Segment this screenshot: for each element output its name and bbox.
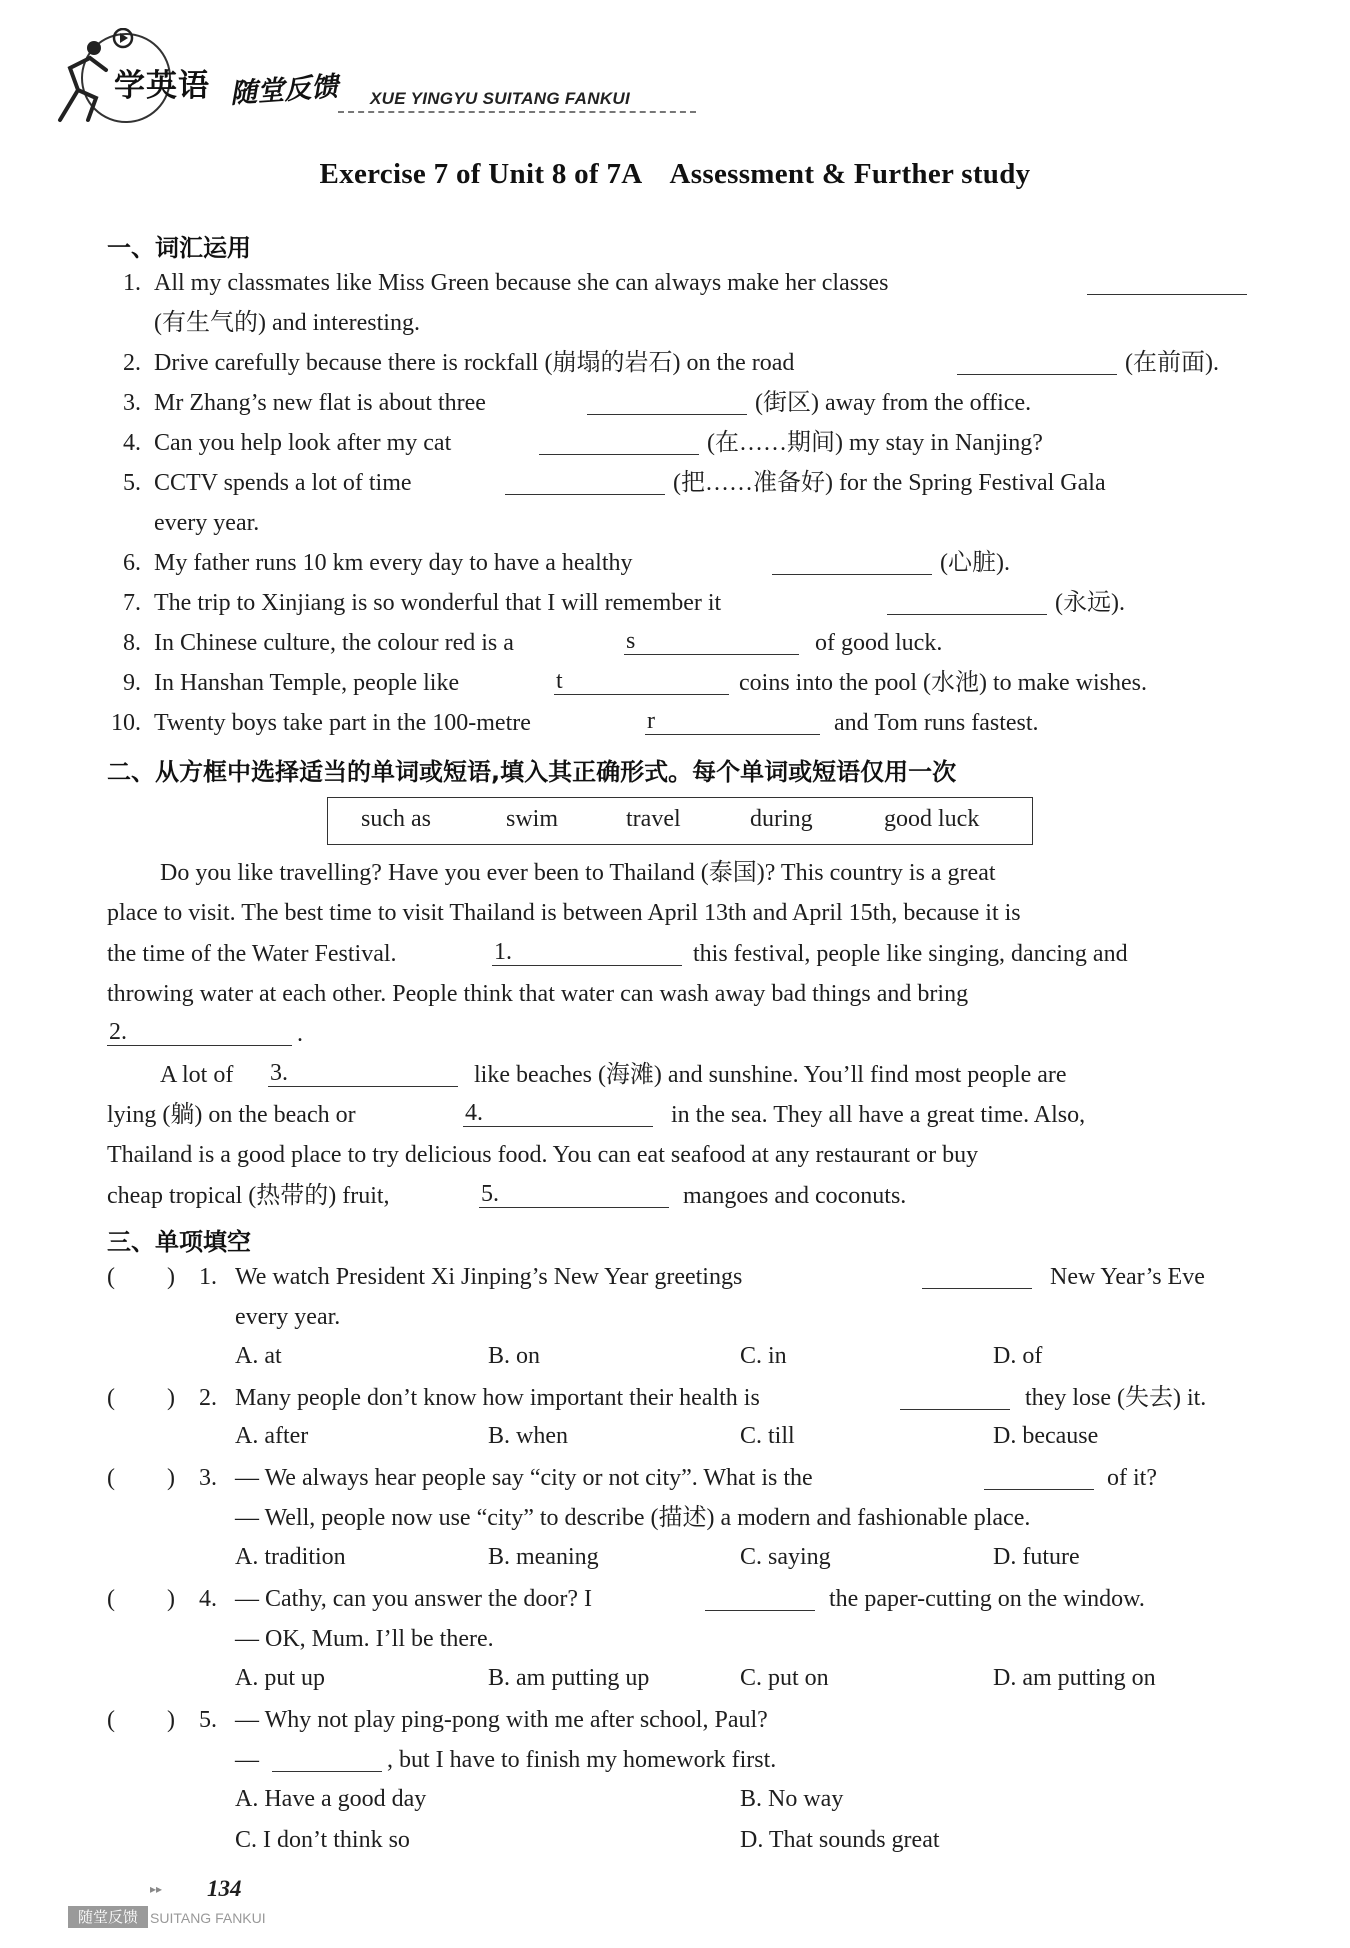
option[interactable]: C. till <box>740 1423 795 1449</box>
passage-line: place to visit. The best time to visit Thailand is between April 13th and April 15th, because it is <box>107 900 1021 926</box>
brand-chinese: 学英语 <box>114 68 210 104</box>
option[interactable]: D. future <box>993 1544 1080 1570</box>
section-3-heading: 三、单项填空 <box>107 1228 251 1256</box>
option[interactable]: C. saying <box>740 1544 831 1570</box>
page-number: 134 <box>207 1876 242 1901</box>
option[interactable]: C. I don’t think so <box>235 1827 410 1853</box>
option[interactable]: A. tradition <box>235 1544 346 1570</box>
option[interactable]: D. of <box>993 1343 1043 1369</box>
passage-line: A lot of 3. like beaches (海滩) and sunshine. You’ll find most people are <box>160 1060 1067 1088</box>
footer-arrows-icon: ▸▸ <box>150 1882 163 1896</box>
answer-blank[interactable] <box>587 390 747 415</box>
answer-blank[interactable]: r <box>645 710 820 735</box>
option[interactable]: B. on <box>488 1343 541 1369</box>
passage-line: throwing water at each other. People think that water can wash away bad things and bring <box>107 981 969 1007</box>
option[interactable]: B. am putting up <box>488 1665 650 1691</box>
answer-blank[interactable] <box>705 1586 815 1611</box>
mc-question-5-cont: — , but I have to finish my homework first. <box>235 1747 777 1773</box>
mc-question-1-cont: every year. <box>235 1304 341 1330</box>
answer-blank[interactable] <box>984 1465 1094 1490</box>
option[interactable]: A. Have a good day <box>235 1786 427 1812</box>
option[interactable]: D. That sounds great <box>740 1827 940 1853</box>
option[interactable]: D. because <box>993 1423 1099 1449</box>
section-1-heading: 一、词汇运用 <box>107 234 251 262</box>
answer-blank[interactable]: s <box>624 630 799 655</box>
passage-line: Thailand is a good place to try delicious food. You can eat seafood at any restaurant or buy <box>107 1142 979 1168</box>
answer-blank[interactable] <box>887 590 1047 615</box>
option[interactable]: D. am putting on <box>993 1665 1156 1691</box>
page-title: Exercise 7 of Unit 8 of 7A Assessment & Further study <box>319 158 1031 190</box>
answer-blank[interactable] <box>539 430 699 455</box>
brand-pinyin: XUE YINGYU SUITANG FANKUI <box>370 89 631 108</box>
word-option: travel <box>626 806 681 832</box>
header-logo <box>48 28 668 128</box>
header-rule <box>338 111 696 113</box>
mc-question-1: ( ) 1. We watch President Xi Jinping’s New Year greetings New Year’s Eve <box>107 1264 1205 1290</box>
vocab-item-1-cont: (有生气的) and interesting. <box>154 310 420 336</box>
word-option: good luck <box>884 806 980 832</box>
answer-blank[interactable] <box>1087 270 1247 295</box>
mc-question-2: ( ) 2. Many people don’t know how important their health is they lose (失去) it. <box>107 1385 1207 1411</box>
answer-paren[interactable]: ( ) <box>107 1264 175 1290</box>
passage-blank-4[interactable]: 4. <box>463 1102 653 1127</box>
vocab-item-5-cont: every year. <box>154 510 260 536</box>
answer-blank[interactable] <box>957 350 1117 375</box>
passage-blank-3[interactable]: 3. <box>268 1062 458 1087</box>
mc-question-4-cont: — OK, Mum. I’ll be there. <box>235 1626 494 1652</box>
answer-blank[interactable] <box>922 1264 1032 1289</box>
answer-blank[interactable] <box>505 470 665 495</box>
option[interactable]: A. put up <box>235 1665 325 1691</box>
answer-paren[interactable]: ( ) <box>107 1385 175 1411</box>
passage-blank-2[interactable]: 2. <box>107 1021 292 1046</box>
passage-line: Do you like travelling? Have you ever been to Thailand (泰国)? This country is a great <box>160 860 996 886</box>
answer-paren[interactable]: ( ) <box>107 1586 175 1612</box>
answer-blank[interactable] <box>900 1385 1010 1410</box>
word-option: such as <box>361 806 431 832</box>
mc-question-4: ( ) 4. — Cathy, can you answer the door? I the paper-cutting on the window. <box>107 1586 1145 1612</box>
brand-chinese-2: 随堂反馈 <box>229 71 340 110</box>
footer-tag-en: SUITANG FANKUI <box>150 1910 266 1926</box>
word-box <box>327 797 1033 845</box>
answer-paren[interactable]: ( ) <box>107 1707 175 1733</box>
mc-question-5: ( ) 5. — Why not play ping-pong with me after school, Paul? <box>107 1707 768 1733</box>
passage-blank-5[interactable]: 5. <box>479 1183 669 1208</box>
option[interactable]: A. after <box>235 1423 309 1449</box>
option[interactable]: C. in <box>740 1343 787 1369</box>
option[interactable]: C. put on <box>740 1665 829 1691</box>
section-2-heading: 二、从方框中选择适当的单词或短语,填入其正确形式。每个单词或短语仅用一次 <box>107 758 957 786</box>
passage-line: cheap tropical (热带的) fruit, 5. mangoes and coconuts. <box>107 1181 907 1209</box>
answer-blank[interactable]: t <box>554 670 729 695</box>
option[interactable]: B. meaning <box>488 1544 599 1570</box>
word-option: during <box>750 806 813 832</box>
word-option: swim <box>506 806 559 832</box>
answer-blank[interactable] <box>272 1747 382 1772</box>
mc-question-3: ( ) 3. — We always hear people say “city or not city”. What is the of it? <box>107 1465 1157 1491</box>
passage-line: the time of the Water Festival. 1. this festival, people like singing, dancing and <box>107 939 1128 967</box>
passage-blank-1[interactable]: 1. <box>492 941 682 966</box>
worksheet-page: 学英语 随堂反馈 XUE YINGYU SUITANG FANKUI Exercise 7 of Unit 8 of 7A Assessment & Further study 一、词汇运用 1. All my classmates like Miss Green because she can always make her classes (有生气的) and interesting. 2. Drive carefully because there is rockfall (崩塌的岩石) on the road (在前面). 3. Mr Zhang’s new flat is about three (街区) away from the office. 4. Can you help look after my cat (在……期间) my stay in Nanjing? 5. CCTV spends a lot of time (把……准备好) for the Spring Festival Gala every year. 6. My father runs 10 km every day to have a healthy (心脏). 7. The trip to Xinjiang is so wonderful that I will remember it (永远). 8. In Chinese culture, the colour red is a s of good luck. 9. In Hanshan Temple, people like t coins into the pool (水池) to make wishes. 10. Twenty boys take part in the 100-metre r and Tom runs fastest. 二、从方框中选择适当的单词或短语,填入其正确形式。每个单词或短语仅用一次 such as swim travel during good luck Do you like travelling? Have you ever been to Thailand (泰国)? This country is a great place to visit. The best time to visit Thailand is between April 13th and April 15th, because it is the time of the Water Festival. 1. this festival, people like singing, dancing and throwing water at each other. People think that water can wash away bad things and bring 2. . A lot of 3. like beaches (海滩) and sunshine. You’ll find most people are lying (躺) on the beach or 4. in the sea. They all have a great time. Also, Thailand is a good place to try delicious food. You can eat seafood at any restaurant or buy cheap tropical (热带的) fruit, 5. mangoes and coconuts. 三、单项填空 ( ) 1. We watch President Xi Jinping’s New Year greetings New Year’s Eve every year. A. at B. on C. in D. of ( ) 2. Many people don’t know how important their health is they lose (失去) it. A. after B. when C. till D. because ( ) 3. — We always hear people say “city or not city”. What is the of it? — Well, people now use “city” to describe (描述) a modern and fashionable place. A. tradition B. meaning C. saying D. future ( ) 4. — Cathy, can you answer the door? I the paper-cutting on the window. — OK, Mum. I’ll be there. A. put up B. am putting up C. put on D. am putting on ( ) 5. — Why not play ping-pong with me after school, Paul? — , but I have to finish my homework first. A. Have a good day B. No way C. I don’t think so D. That sounds great ▸▸ 134 随堂反馈 SUITANG FANKUI <box>0 0 1350 1948</box>
option[interactable]: B. No way <box>740 1786 844 1812</box>
answer-paren[interactable]: ( ) <box>107 1465 175 1491</box>
option[interactable]: B. when <box>488 1423 568 1449</box>
mc-question-3-cont: — Well, people now use “city” to describe (描述) a modern and fashionable place. <box>235 1505 1031 1531</box>
passage-line: lying (躺) on the beach or 4. in the sea. They all have a great time. Also, <box>107 1100 1086 1128</box>
option[interactable]: A. at <box>235 1343 282 1369</box>
answer-blank[interactable] <box>772 550 932 575</box>
footer-tag: 随堂反馈 <box>68 1906 148 1928</box>
